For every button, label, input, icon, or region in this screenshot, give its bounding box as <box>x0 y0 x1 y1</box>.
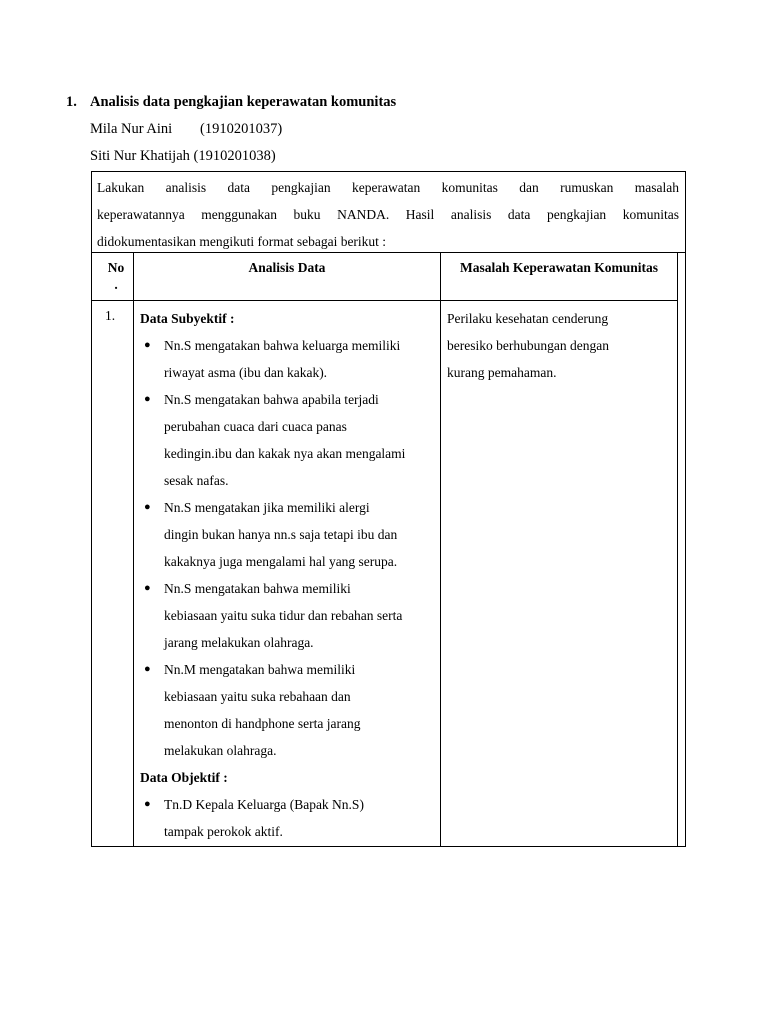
bullet-item <box>140 575 436 656</box>
masalah-text-line: beresiko berhubungan dengan <box>447 338 609 353</box>
section-heading <box>66 92 396 112</box>
author-line <box>90 119 282 139</box>
bullet-text-line: dingin bukan hanya nn.s saja tetapi ibu dan <box>164 527 398 542</box>
data-objektif-title: Data Objektif : <box>140 770 228 785</box>
bullet-text-line: Nn.S mengatakan bahwa keluarga memiliki <box>164 338 401 353</box>
bullet-text-line: perubahan cuaca dari cuaca panas <box>164 419 347 434</box>
author-line <box>90 146 276 166</box>
bullet-text-line: kebiasaan yaitu suka rebahaan dan <box>164 689 351 704</box>
author-name: Mila Nur Aini <box>90 121 173 137</box>
analisis-data-cell <box>140 305 436 845</box>
bullet-icon: ● <box>144 501 151 513</box>
data-objektif-list <box>140 791 436 845</box>
bullet-icon: ● <box>144 798 151 810</box>
instructions <box>97 174 679 255</box>
bullet-item <box>140 656 436 764</box>
bullet-item <box>140 386 436 494</box>
masalah-keperawatan-cell <box>447 305 657 386</box>
bullet-text-line: menonton di handphone serta jarang <box>164 716 361 731</box>
bullet-text-line: melakukan olahraga. <box>164 743 277 758</box>
author-name: Siti Nur Khatijah <box>90 148 190 164</box>
header-masalah-keperawatan: Masalah Keperawatan Komunitas <box>459 260 658 275</box>
bullet-text-line: Nn.M mengatakan bahwa memiliki <box>164 662 356 677</box>
assignment-box <box>91 171 686 847</box>
bullet-icon: ● <box>144 393 151 405</box>
header-no <box>98 258 134 292</box>
header-no-dot: . <box>114 277 118 292</box>
column-divider <box>677 253 678 847</box>
masalah-text-line: Perilaku kesehatan cenderung <box>447 311 609 326</box>
author-id: (1910201037) <box>200 121 283 137</box>
instruction-line: keperawatannya menggunakan buku NANDA. Hasil analisis data pengkajian komunitas <box>97 207 679 222</box>
column-divider <box>133 253 134 847</box>
bullet-item <box>140 494 436 575</box>
bullet-text-line: kakaknya juga mengalami hal yang serupa. <box>164 554 398 569</box>
header-analisis-data: Analisis Data <box>248 260 326 275</box>
analysis-table <box>92 252 685 847</box>
row-number: 1. <box>105 308 116 323</box>
bullet-text-line: Tn.D Kepala Keluarga (Bapak Nn.S) <box>164 797 364 812</box>
data-subyektif-list <box>140 332 436 764</box>
column-divider <box>440 253 441 847</box>
bullet-icon: ● <box>144 663 151 675</box>
bullet-item <box>140 332 436 386</box>
bullet-item <box>140 791 436 845</box>
bullet-text-line: tampak perokok aktif. <box>164 824 283 839</box>
instruction-line: Lakukan analisis data pengkajian keperawatan komunitas dan rumuskan masalah <box>97 180 679 195</box>
author-id: (1910201038) <box>193 148 276 164</box>
bullet-text-line: Nn.S mengatakan bahwa apabila terjadi <box>164 392 379 407</box>
bullet-text-line: riwayat asma (ibu dan kakak). <box>164 365 328 380</box>
bullet-text-line: kedingin.ibu dan kakak nya akan mengalami <box>164 446 406 461</box>
header-no-label: No <box>107 260 125 275</box>
data-subyektif-title: Data Subyektif : <box>140 311 235 326</box>
section-number: 1. <box>66 94 77 110</box>
bullet-text-line: Nn.S mengatakan jika memiliki alergi <box>164 500 370 515</box>
bullet-text-line: kebiasaan yaitu suka tidur dan rebahan serta <box>164 608 403 623</box>
bullet-text-line: sesak nafas. <box>164 473 229 488</box>
bullet-icon: ● <box>144 339 151 351</box>
header-divider <box>133 300 678 301</box>
instruction-line: didokumentasikan mengikuti format sebagai berikut : <box>97 234 387 249</box>
header-divider <box>92 300 134 301</box>
section-title: Analisis data pengkajian keperawatan komunitas <box>90 94 397 110</box>
bullet-text-line: Nn.S mengatakan bahwa memiliki <box>164 581 351 596</box>
masalah-text-line: kurang pemahaman. <box>447 365 557 380</box>
bullet-icon: ● <box>144 582 151 594</box>
bullet-text-line: jarang melakukan olahraga. <box>164 635 314 650</box>
